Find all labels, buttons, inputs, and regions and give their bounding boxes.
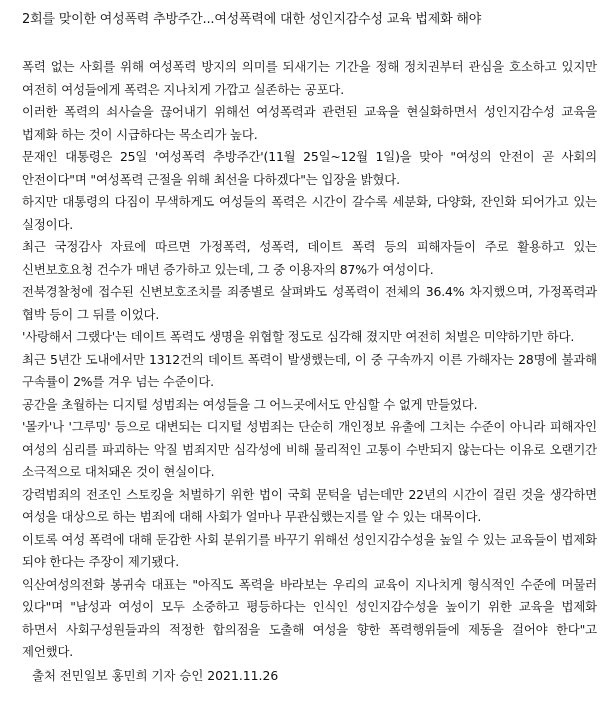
paragraph: 최근 국정감사 자료에 따르면 가정폭력, 성폭력, 데이트 폭력 등의 피해자들이 주로 활용하고 있는 신변보호요청 건수가 매년 증가하고 있는데, 그 중 이용자의 87%가 여성이다. — [22, 239, 597, 277]
document-body — [22, 10, 597, 687]
article-source-credit: 출처 전민일보 홍민희 기자 승인 2021.11.26 — [32, 667, 279, 683]
article-title: 2회를 맞이한 여성폭력 추방주간...여성폭력에 대한 성인지감수성 교육 법제화 해야 — [22, 12, 482, 27]
paragraph: '몰카'나 '그루밍' 등으로 대변되는 디지털 성범죄는 단순히 개인정보 유출에 그치는 수준이 아니라 피해자인 여성의 심리를 파괴하는 악질 범죄지만 심각성에 비해 물리적인 고통이 수반되지 않는다는 이유로 오랜기간 소극적으로 대처돼온 것이 현실이다. — [22, 419, 597, 479]
paragraph: 최근 5년간 도내에서만 1312건의 데이트 폭력이 발생했는데, 이 중 구속까지 이른 가해자는 28명에 불과해 구속률이 2%를 겨우 넘는 수준이다. — [22, 351, 597, 389]
paragraph: 전북경찰청에 접수된 신변보호조치를 죄종별로 살펴봐도 성폭력이 전체의 36.4% 차지했으며, 가정폭력과 협박 등이 그 뒤를 이었다. — [22, 284, 597, 322]
paragraph: 이토록 여성 폭력에 대해 둔감한 사회 분위기를 바꾸기 위해선 성인지감수성을 높일 수 있는 교육들이 법제화 되야 한다는 주장이 제기됐다. — [22, 531, 597, 569]
paragraph: 공간을 초월하는 디지털 성범죄는 여성들을 그 어느곳에서도 안심할 수 없게 만들었다. — [22, 396, 478, 412]
paragraph: 폭력 없는 사회를 위해 여성폭력 방지의 의미를 되새기는 기간을 정해 정치권부터 관심을 호소하고 있지만 여전히 여성들에게 폭력은 지나치게 가깝고 실존하는 공포다. — [22, 59, 597, 97]
paragraph: 문재인 대통령은 25일 '여성폭력 추방주간'(11월 25일~12월 1일)을 맞아 "여성의 안전이 곧 사회의 안전이다"며 "여성폭력 근절을 위해 최선을 다하겠다"는 입장을 밝혔다. — [22, 149, 597, 187]
paragraph: '사랑해서 그랬다'는 데이트 폭력도 생명을 위협할 정도로 심각해 졌지만 여전히 처벌은 미약하기만 하다. — [22, 329, 575, 344]
paragraph: 강력범죄의 전조인 스토킹을 처벌하기 위한 법이 국회 문턱을 넘는데만 22년의 시간이 걸린 것을 생각하면 여성을 대상으로 하는 범죄에 대해 사회가 얼마나 무관심했는지를 알 수 있는 대목이다. — [22, 486, 597, 524]
paragraph: 익산여성의전화 봉귀숙 대표는 "아직도 폭력을 바라보는 우리의 교육이 지나치게 형식적인 수준에 머물러 있다"며 "남성과 여성이 모두 소중하고 평등하다는 인식인 성인지감수성을 높이기 위한 교육을 법제화 하면서 사회구성원들과의 적정한 합의점을 도출해 여성을 향한 폭력행위들에 제동을 걸어야 한다"고 제언했다. — [22, 576, 597, 659]
paragraph: 이러한 폭력의 쇠사슬을 끊어내기 위해선 여성폭력과 관련된 교육을 현실화하면서 성인지감수성 교육을 법제화 하는 것이 시급하다는 목소리가 높다. — [22, 104, 597, 142]
paragraph: 하지만 대통령의 다짐이 무색하게도 여성들의 폭력은 시간이 갈수록 세분화, 다양화, 잔인화 되어가고 있는 실정이다. — [22, 194, 597, 232]
